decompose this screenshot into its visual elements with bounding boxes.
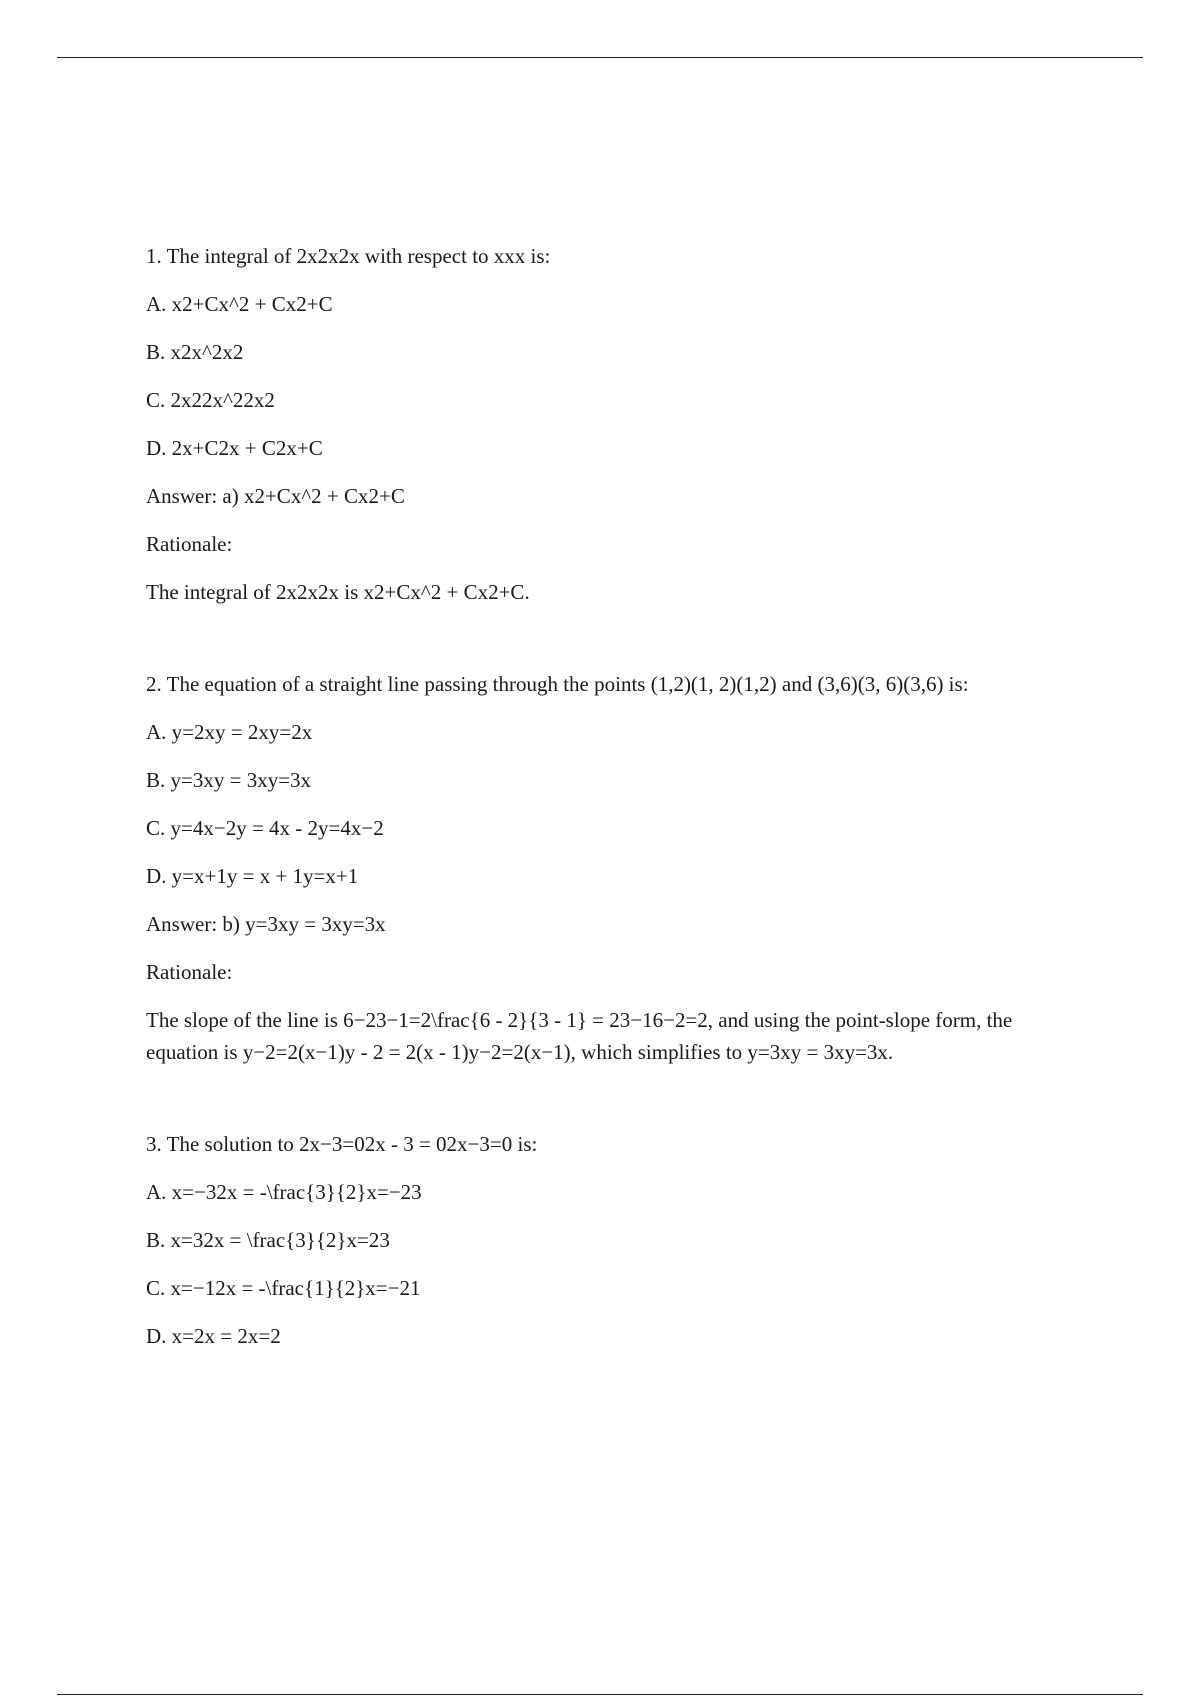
rationale-label: Rationale: bbox=[146, 532, 233, 556]
question-stem: 2. The equation of a straight line passing through the points (1,2)(1, 2)(1,2) and (3,6)(3, 6)(3,6) is: bbox=[146, 672, 969, 696]
option-d: D. x=2x = 2x=2 bbox=[146, 1324, 281, 1348]
option-a: A. x2+Cx^2 + Cx2+C bbox=[146, 292, 333, 316]
question-1 bbox=[146, 240, 1071, 608]
option-a: A. x=−32x = -\frac{3}{2}x=−23 bbox=[146, 1180, 422, 1204]
answer-line: Answer: b) y=3xy = 3xy=3x bbox=[146, 912, 386, 936]
question-stem: 3. The solution to 2x−3=02x - 3 = 02x−3=0 is: bbox=[146, 1132, 538, 1156]
option-d: D. y=x+1y = x + 1y=x+1 bbox=[146, 864, 359, 888]
document-body bbox=[146, 240, 1071, 1368]
answer-line: Answer: a) x2+Cx^2 + Cx2+C bbox=[146, 484, 405, 508]
question-2 bbox=[146, 668, 1071, 1068]
option-b: B. y=3xy = 3xy=3x bbox=[146, 768, 312, 792]
option-b: B. x2x^2x2 bbox=[146, 340, 244, 364]
option-c: C. y=4x−2y = 4x - 2y=4x−2 bbox=[146, 816, 384, 840]
rationale-text: The slope of the line is 6−23−1=2\frac{6 - 2}{3 - 1} = 23−16−2=2, and using the point-slope form, the equation is y−2=2(x−1)y - 2 = 2(x - 1)y−2=2(x−1), which simplifies to y=3xy = 3xy=3x. bbox=[146, 1008, 1013, 1064]
option-c: C. x=−12x = -\frac{1}{2}x=−21 bbox=[146, 1276, 421, 1300]
option-c: C. 2x22x^22x2 bbox=[146, 388, 275, 412]
option-b: B. x=32x = \frac{3}{2}x=23 bbox=[146, 1228, 390, 1252]
option-a: A. y=2xy = 2xy=2x bbox=[146, 720, 313, 744]
option-d: D. 2x+C2x + C2x+C bbox=[146, 436, 323, 460]
rationale-text: The integral of 2x2x2x is x2+Cx^2 + Cx2+C. bbox=[146, 580, 530, 604]
page-top-rule bbox=[57, 57, 1143, 58]
question-3 bbox=[146, 1128, 1071, 1352]
page-bottom-rule bbox=[57, 1694, 1143, 1695]
question-stem: 1. The integral of 2x2x2x with respect to xxx is: bbox=[146, 244, 551, 268]
rationale-label: Rationale: bbox=[146, 960, 233, 984]
